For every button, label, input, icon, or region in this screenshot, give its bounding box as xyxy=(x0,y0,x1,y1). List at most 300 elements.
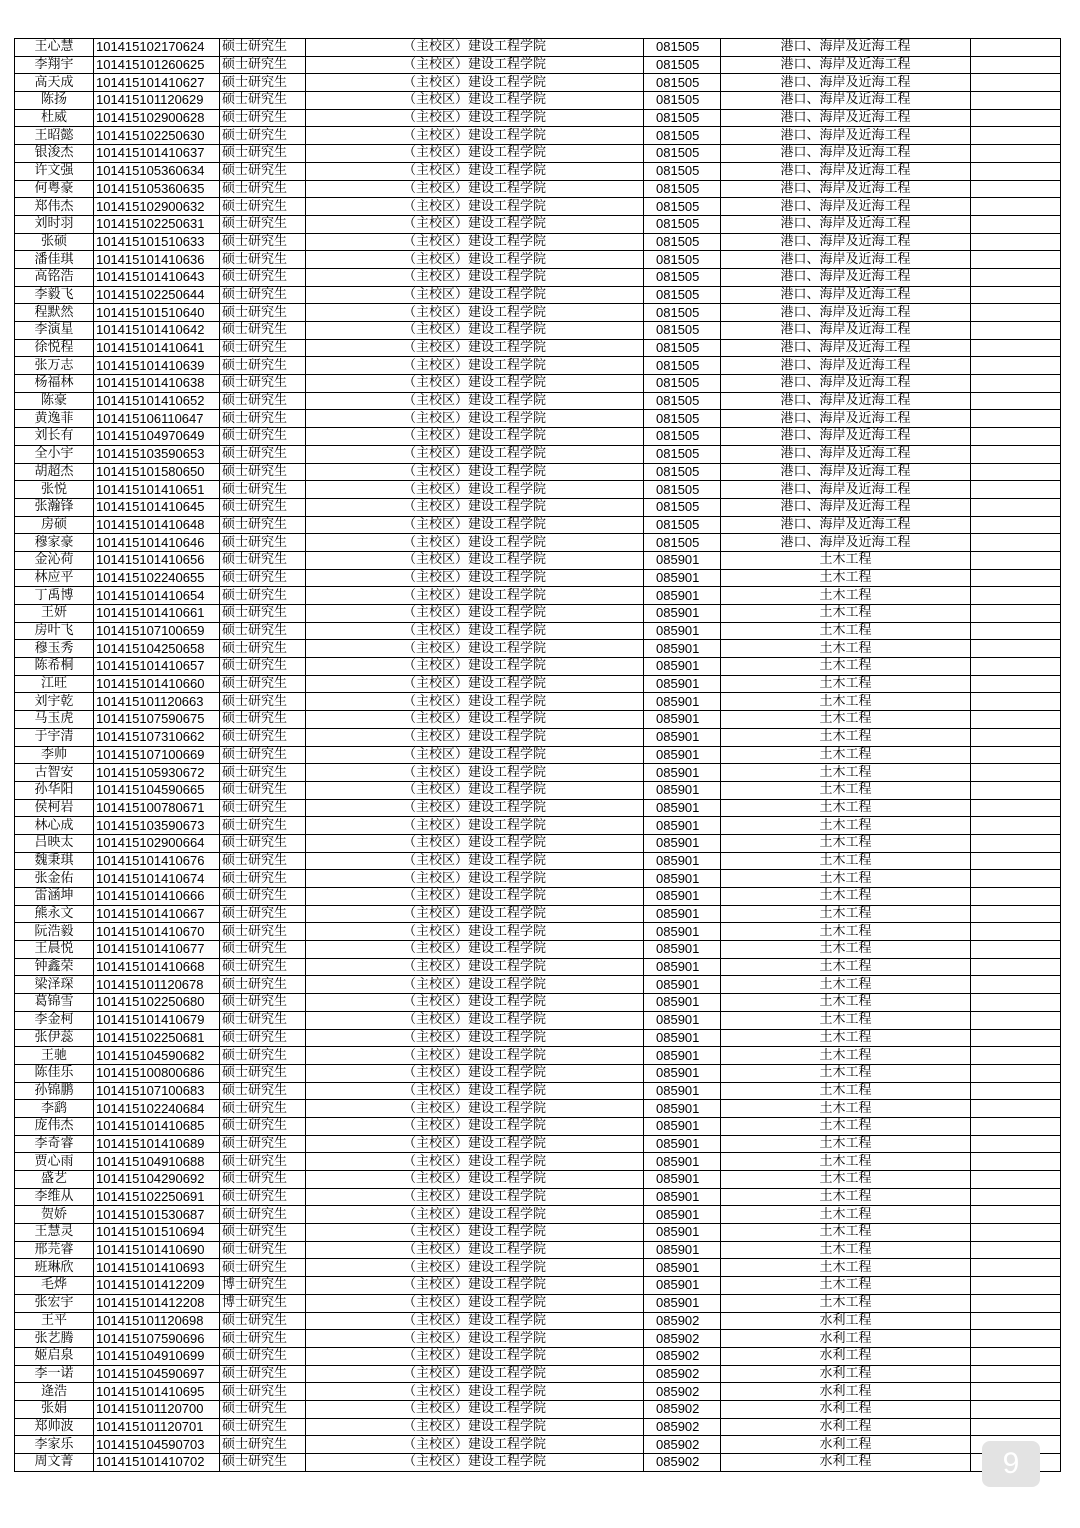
degree-type-cell: 硕士研究生 xyxy=(220,1365,306,1383)
table-row xyxy=(15,675,1061,693)
exam-number-cell: 101415101410646 xyxy=(94,534,220,552)
degree-type-cell: 硕士研究生 xyxy=(220,693,306,711)
college-cell: （主校区）建设工程学院 xyxy=(306,1153,644,1171)
degree-type-cell: 硕士研究生 xyxy=(220,1418,306,1436)
remark-cell xyxy=(971,1365,1061,1383)
major-name-cell: 港口、海岸及近海工程 xyxy=(721,463,971,481)
major-name-cell: 土木工程 xyxy=(721,1171,971,1189)
degree-type-cell: 硕士研究生 xyxy=(220,56,306,74)
table-row xyxy=(15,498,1061,516)
exam-number-cell: 101415102250631 xyxy=(94,215,220,233)
major-code-cell: 081505 xyxy=(644,339,721,357)
college-cell: （主校区）建设工程学院 xyxy=(306,640,644,658)
major-name-cell: 土木工程 xyxy=(721,1029,971,1047)
major-name-cell: 土木工程 xyxy=(721,658,971,676)
major-code-cell: 085901 xyxy=(644,1241,721,1259)
degree-type-cell: 硕士研究生 xyxy=(220,1117,306,1135)
table-row xyxy=(15,1047,1061,1065)
table-row xyxy=(15,852,1061,870)
remark-cell xyxy=(971,180,1061,198)
degree-type-cell: 硕士研究生 xyxy=(220,1454,306,1472)
major-code-cell: 085902 xyxy=(644,1418,721,1436)
student-name-cell: 胡超杰 xyxy=(15,463,94,481)
table-row xyxy=(15,1436,1061,1454)
college-cell: （主校区）建设工程学院 xyxy=(306,941,644,959)
table-row xyxy=(15,1383,1061,1401)
major-name-cell: 水利工程 xyxy=(721,1330,971,1348)
college-cell: （主校区）建设工程学院 xyxy=(306,162,644,180)
major-code-cell: 085901 xyxy=(644,1188,721,1206)
college-cell: （主校区）建设工程学院 xyxy=(306,1400,644,1418)
table-row xyxy=(15,463,1061,481)
exam-number-cell: 101415101410660 xyxy=(94,675,220,693)
table-row xyxy=(15,888,1061,906)
exam-number-cell: 101415102250644 xyxy=(94,286,220,304)
exam-number-cell: 101415101412209 xyxy=(94,1277,220,1295)
degree-type-cell: 硕士研究生 xyxy=(220,1436,306,1454)
remark-cell xyxy=(971,870,1061,888)
exam-number-cell: 101415101410690 xyxy=(94,1241,220,1259)
exam-number-cell: 101415101410666 xyxy=(94,888,220,906)
major-name-cell: 土木工程 xyxy=(721,693,971,711)
student-name-cell: 梁泽琛 xyxy=(15,976,94,994)
remark-cell xyxy=(971,658,1061,676)
college-cell: （主校区）建设工程学院 xyxy=(306,994,644,1012)
student-name-cell: 孙华阳 xyxy=(15,781,94,799)
major-code-cell: 081505 xyxy=(644,251,721,269)
remark-cell xyxy=(971,711,1061,729)
major-name-cell: 水利工程 xyxy=(721,1418,971,1436)
major-code-cell: 085901 xyxy=(644,870,721,888)
student-name-cell: 杨福林 xyxy=(15,375,94,393)
remark-cell xyxy=(971,1312,1061,1330)
table-row xyxy=(15,1224,1061,1242)
degree-type-cell: 硕士研究生 xyxy=(220,728,306,746)
student-name-cell: 葛锦雪 xyxy=(15,994,94,1012)
remark-cell xyxy=(971,1400,1061,1418)
major-code-cell: 085902 xyxy=(644,1312,721,1330)
table-row xyxy=(15,1029,1061,1047)
student-name-cell: 王驰 xyxy=(15,1047,94,1065)
major-name-cell: 港口、海岸及近海工程 xyxy=(721,127,971,145)
major-name-cell: 水利工程 xyxy=(721,1365,971,1383)
degree-type-cell: 博士研究生 xyxy=(220,1277,306,1295)
major-name-cell: 港口、海岸及近海工程 xyxy=(721,109,971,127)
table-row xyxy=(15,322,1061,340)
college-cell: （主校区）建设工程学院 xyxy=(306,1418,644,1436)
table-row xyxy=(15,357,1061,375)
student-name-cell: 张娟 xyxy=(15,1400,94,1418)
major-code-cell: 085901 xyxy=(644,711,721,729)
college-cell: （主校区）建设工程学院 xyxy=(306,1047,644,1065)
student-name-cell: 陈佳乐 xyxy=(15,1064,94,1082)
student-name-cell: 张瀚锋 xyxy=(15,498,94,516)
major-name-cell: 土木工程 xyxy=(721,888,971,906)
exam-number-cell: 101415101410637 xyxy=(94,145,220,163)
major-name-cell: 水利工程 xyxy=(721,1312,971,1330)
major-name-cell: 港口、海岸及近海工程 xyxy=(721,286,971,304)
college-cell: （主校区）建设工程学院 xyxy=(306,92,644,110)
college-cell: （主校区）建设工程学院 xyxy=(306,516,644,534)
student-name-cell: 周文菁 xyxy=(15,1454,94,1472)
page-number-badge: 9 xyxy=(982,1441,1040,1487)
table-row xyxy=(15,1365,1061,1383)
exam-number-cell: 101415101410648 xyxy=(94,516,220,534)
degree-type-cell: 硕士研究生 xyxy=(220,127,306,145)
college-cell: （主校区）建设工程学院 xyxy=(306,481,644,499)
table-row xyxy=(15,74,1061,92)
major-code-cell: 085901 xyxy=(644,941,721,959)
degree-type-cell: 硕士研究生 xyxy=(220,1047,306,1065)
major-code-cell: 081505 xyxy=(644,304,721,322)
remark-cell xyxy=(971,215,1061,233)
remark-cell xyxy=(971,1259,1061,1277)
table-body xyxy=(15,39,1061,1472)
student-name-cell: 逄浩 xyxy=(15,1383,94,1401)
student-name-cell: 雷涵坤 xyxy=(15,888,94,906)
degree-type-cell: 硕士研究生 xyxy=(220,339,306,357)
major-code-cell: 081505 xyxy=(644,145,721,163)
college-cell: （主校区）建设工程学院 xyxy=(306,1100,644,1118)
exam-number-cell: 101415107310662 xyxy=(94,728,220,746)
degree-type-cell: 硕士研究生 xyxy=(220,39,306,57)
major-name-cell: 土木工程 xyxy=(721,799,971,817)
student-name-cell: 刘时羽 xyxy=(15,215,94,233)
student-name-cell: 张宏宇 xyxy=(15,1294,94,1312)
college-cell: （主校区）建设工程学院 xyxy=(306,215,644,233)
degree-type-cell: 硕士研究生 xyxy=(220,551,306,569)
student-name-cell: 姬启泉 xyxy=(15,1347,94,1365)
major-name-cell: 水利工程 xyxy=(721,1454,971,1472)
remark-cell xyxy=(971,1188,1061,1206)
table-row xyxy=(15,1454,1061,1472)
exam-number-cell: 101415102250630 xyxy=(94,127,220,145)
table-row xyxy=(15,958,1061,976)
major-name-cell: 土木工程 xyxy=(721,852,971,870)
college-cell: （主校区）建设工程学院 xyxy=(306,1365,644,1383)
student-name-cell: 钟鑫荣 xyxy=(15,958,94,976)
major-code-cell: 085902 xyxy=(644,1436,721,1454)
exam-number-cell: 101415102240655 xyxy=(94,569,220,587)
major-name-cell: 土木工程 xyxy=(721,923,971,941)
remark-cell xyxy=(971,1011,1061,1029)
exam-number-cell: 101415106110647 xyxy=(94,410,220,428)
student-name-cell: 房叶飞 xyxy=(15,622,94,640)
remark-cell xyxy=(971,1224,1061,1242)
major-code-cell: 081505 xyxy=(644,198,721,216)
student-name-cell: 李维从 xyxy=(15,1188,94,1206)
major-name-cell: 土木工程 xyxy=(721,976,971,994)
major-name-cell: 港口、海岸及近海工程 xyxy=(721,268,971,286)
exam-number-cell: 101415107590696 xyxy=(94,1330,220,1348)
major-name-cell: 港口、海岸及近海工程 xyxy=(721,392,971,410)
student-name-cell: 潘佳琪 xyxy=(15,251,94,269)
major-name-cell: 土木工程 xyxy=(721,817,971,835)
student-name-cell: 邢芫睿 xyxy=(15,1241,94,1259)
degree-type-cell: 硕士研究生 xyxy=(220,658,306,676)
table-row xyxy=(15,799,1061,817)
exam-number-cell: 101415105360634 xyxy=(94,162,220,180)
degree-type-cell: 硕士研究生 xyxy=(220,251,306,269)
student-name-cell: 孙锦鹏 xyxy=(15,1082,94,1100)
major-code-cell: 081505 xyxy=(644,392,721,410)
exam-number-cell: 101415101120663 xyxy=(94,693,220,711)
major-name-cell: 土木工程 xyxy=(721,711,971,729)
degree-type-cell: 硕士研究生 xyxy=(220,215,306,233)
student-name-cell: 刘长有 xyxy=(15,428,94,446)
table-row xyxy=(15,534,1061,552)
exam-number-cell: 101415101410645 xyxy=(94,498,220,516)
college-cell: （主校区）建设工程学院 xyxy=(306,286,644,304)
student-name-cell: 王昭懿 xyxy=(15,127,94,145)
degree-type-cell: 硕士研究生 xyxy=(220,357,306,375)
major-name-cell: 土木工程 xyxy=(721,941,971,959)
remark-cell xyxy=(971,551,1061,569)
admission-list-table xyxy=(14,38,1061,1472)
major-code-cell: 085901 xyxy=(644,923,721,941)
table-row xyxy=(15,1259,1061,1277)
remark-cell xyxy=(971,74,1061,92)
major-name-cell: 港口、海岸及近海工程 xyxy=(721,516,971,534)
degree-type-cell: 硕士研究生 xyxy=(220,746,306,764)
exam-number-cell: 101415101580650 xyxy=(94,463,220,481)
remark-cell xyxy=(971,923,1061,941)
table-row xyxy=(15,1082,1061,1100)
major-code-cell: 081505 xyxy=(644,463,721,481)
table-row xyxy=(15,268,1061,286)
exam-number-cell: 101415107100669 xyxy=(94,746,220,764)
exam-number-cell: 101415100780671 xyxy=(94,799,220,817)
exam-number-cell: 101415101410639 xyxy=(94,357,220,375)
exam-number-cell: 101415101410670 xyxy=(94,923,220,941)
exam-number-cell: 101415104590703 xyxy=(94,1436,220,1454)
student-name-cell: 张艺腾 xyxy=(15,1330,94,1348)
degree-type-cell: 硕士研究生 xyxy=(220,162,306,180)
remark-cell xyxy=(971,286,1061,304)
student-name-cell: 古智安 xyxy=(15,764,94,782)
college-cell: （主校区）建设工程学院 xyxy=(306,339,644,357)
table-row xyxy=(15,941,1061,959)
major-name-cell: 土木工程 xyxy=(721,587,971,605)
table-row xyxy=(15,410,1061,428)
exam-number-cell: 101415101410668 xyxy=(94,958,220,976)
exam-number-cell: 101415100800686 xyxy=(94,1064,220,1082)
degree-type-cell: 硕士研究生 xyxy=(220,781,306,799)
table-row xyxy=(15,1188,1061,1206)
college-cell: （主校区）建设工程学院 xyxy=(306,145,644,163)
table-row xyxy=(15,711,1061,729)
major-code-cell: 085901 xyxy=(644,1117,721,1135)
degree-type-cell: 硕士研究生 xyxy=(220,1224,306,1242)
table-row xyxy=(15,286,1061,304)
degree-type-cell: 硕士研究生 xyxy=(220,817,306,835)
major-code-cell: 085901 xyxy=(644,1029,721,1047)
remark-cell xyxy=(971,834,1061,852)
major-name-cell: 港口、海岸及近海工程 xyxy=(721,428,971,446)
table-row xyxy=(15,516,1061,534)
table-row xyxy=(15,215,1061,233)
table-row xyxy=(15,817,1061,835)
exam-number-cell: 101415104590682 xyxy=(94,1047,220,1065)
major-code-cell: 081505 xyxy=(644,56,721,74)
exam-number-cell: 101415104910699 xyxy=(94,1347,220,1365)
table-row xyxy=(15,587,1061,605)
major-code-cell: 085901 xyxy=(644,834,721,852)
exam-number-cell: 101415102900632 xyxy=(94,198,220,216)
exam-number-cell: 101415101410695 xyxy=(94,1383,220,1401)
major-code-cell: 081505 xyxy=(644,445,721,463)
remark-cell xyxy=(971,357,1061,375)
student-name-cell: 王慧灵 xyxy=(15,1224,94,1242)
college-cell: （主校区）建设工程学院 xyxy=(306,764,644,782)
table-row xyxy=(15,622,1061,640)
major-code-cell: 085901 xyxy=(644,1294,721,1312)
remark-cell xyxy=(971,498,1061,516)
major-name-cell: 港口、海岸及近海工程 xyxy=(721,162,971,180)
degree-type-cell: 硕士研究生 xyxy=(220,463,306,481)
major-name-cell: 土木工程 xyxy=(721,1224,971,1242)
major-code-cell: 081505 xyxy=(644,428,721,446)
college-cell: （主校区）建设工程学院 xyxy=(306,534,644,552)
major-name-cell: 港口、海岸及近海工程 xyxy=(721,180,971,198)
exam-number-cell: 101415101412208 xyxy=(94,1294,220,1312)
table-row xyxy=(15,304,1061,322)
exam-number-cell: 101415105360635 xyxy=(94,180,220,198)
major-code-cell: 081505 xyxy=(644,410,721,428)
remark-cell xyxy=(971,463,1061,481)
table-row xyxy=(15,375,1061,393)
remark-cell xyxy=(971,852,1061,870)
college-cell: （主校区）建设工程学院 xyxy=(306,569,644,587)
remark-cell xyxy=(971,675,1061,693)
major-code-cell: 081505 xyxy=(644,180,721,198)
major-name-cell: 土木工程 xyxy=(721,1277,971,1295)
student-name-cell: 张金佑 xyxy=(15,870,94,888)
major-name-cell: 港口、海岸及近海工程 xyxy=(721,198,971,216)
major-name-cell: 土木工程 xyxy=(721,1135,971,1153)
degree-type-cell: 硕士研究生 xyxy=(220,322,306,340)
degree-type-cell: 硕士研究生 xyxy=(220,1259,306,1277)
exam-number-cell: 101415107100683 xyxy=(94,1082,220,1100)
student-name-cell: 庞伟杰 xyxy=(15,1117,94,1135)
exam-number-cell: 101415101120700 xyxy=(94,1400,220,1418)
remark-cell xyxy=(971,622,1061,640)
exam-number-cell: 101415102250680 xyxy=(94,994,220,1012)
exam-number-cell: 101415101410651 xyxy=(94,481,220,499)
remark-cell xyxy=(971,1047,1061,1065)
major-name-cell: 港口、海岸及近海工程 xyxy=(721,145,971,163)
exam-number-cell: 101415102250681 xyxy=(94,1029,220,1047)
exam-number-cell: 101415104910688 xyxy=(94,1153,220,1171)
exam-number-cell: 101415101410652 xyxy=(94,392,220,410)
degree-type-cell: 硕士研究生 xyxy=(220,675,306,693)
college-cell: （主校区）建设工程学院 xyxy=(306,817,644,835)
student-name-cell: 李金柯 xyxy=(15,1011,94,1029)
major-code-cell: 085901 xyxy=(644,1100,721,1118)
student-name-cell: 李毅飞 xyxy=(15,286,94,304)
student-name-cell: 贺娇 xyxy=(15,1206,94,1224)
student-name-cell: 杜威 xyxy=(15,109,94,127)
degree-type-cell: 硕士研究生 xyxy=(220,1400,306,1418)
major-code-cell: 085901 xyxy=(644,1064,721,1082)
table-row xyxy=(15,923,1061,941)
student-name-cell: 郑帅波 xyxy=(15,1418,94,1436)
major-name-cell: 水利工程 xyxy=(721,1347,971,1365)
table-row xyxy=(15,428,1061,446)
exam-number-cell: 101415101510694 xyxy=(94,1224,220,1242)
remark-cell xyxy=(971,587,1061,605)
exam-number-cell: 101415103590653 xyxy=(94,445,220,463)
major-code-cell: 081505 xyxy=(644,375,721,393)
student-name-cell: 刘宇乾 xyxy=(15,693,94,711)
degree-type-cell: 硕士研究生 xyxy=(220,375,306,393)
major-code-cell: 081505 xyxy=(644,534,721,552)
college-cell: （主校区）建设工程学院 xyxy=(306,1135,644,1153)
college-cell: （主校区）建设工程学院 xyxy=(306,622,644,640)
major-code-cell: 085901 xyxy=(644,640,721,658)
remark-cell xyxy=(971,268,1061,286)
major-name-cell: 土木工程 xyxy=(721,1082,971,1100)
degree-type-cell: 硕士研究生 xyxy=(220,1153,306,1171)
major-code-cell: 085901 xyxy=(644,1011,721,1029)
college-cell: （主校区）建设工程学院 xyxy=(306,1224,644,1242)
college-cell: （主校区）建设工程学院 xyxy=(306,198,644,216)
degree-type-cell: 硕士研究生 xyxy=(220,1064,306,1082)
remark-cell xyxy=(971,109,1061,127)
degree-type-cell: 硕士研究生 xyxy=(220,799,306,817)
major-code-cell: 085901 xyxy=(644,746,721,764)
degree-type-cell: 硕士研究生 xyxy=(220,622,306,640)
degree-type-cell: 硕士研究生 xyxy=(220,1135,306,1153)
student-name-cell: 于宇清 xyxy=(15,728,94,746)
college-cell: （主校区）建设工程学院 xyxy=(306,746,644,764)
remark-cell xyxy=(971,728,1061,746)
college-cell: （主校区）建设工程学院 xyxy=(306,1206,644,1224)
table-row xyxy=(15,1171,1061,1189)
major-name-cell: 港口、海岸及近海工程 xyxy=(721,304,971,322)
major-code-cell: 085902 xyxy=(644,1400,721,1418)
college-cell: （主校区）建设工程学院 xyxy=(306,1259,644,1277)
remark-cell xyxy=(971,764,1061,782)
student-name-cell: 王晨悦 xyxy=(15,941,94,959)
major-name-cell: 港口、海岸及近海工程 xyxy=(721,74,971,92)
exam-number-cell: 101415102250691 xyxy=(94,1188,220,1206)
college-cell: （主校区）建设工程学院 xyxy=(306,551,644,569)
major-code-cell: 085901 xyxy=(644,1171,721,1189)
remark-cell xyxy=(971,428,1061,446)
table-row xyxy=(15,233,1061,251)
degree-type-cell: 硕士研究生 xyxy=(220,410,306,428)
table-row xyxy=(15,1206,1061,1224)
student-name-cell: 张悦 xyxy=(15,481,94,499)
remark-cell xyxy=(971,198,1061,216)
major-code-cell: 081505 xyxy=(644,498,721,516)
degree-type-cell: 硕士研究生 xyxy=(220,569,306,587)
remark-cell xyxy=(971,888,1061,906)
major-name-cell: 土木工程 xyxy=(721,1117,971,1135)
college-cell: （主校区）建设工程学院 xyxy=(306,675,644,693)
major-code-cell: 085901 xyxy=(644,1153,721,1171)
remark-cell xyxy=(971,1347,1061,1365)
remark-cell xyxy=(971,1117,1061,1135)
major-code-cell: 085901 xyxy=(644,622,721,640)
degree-type-cell: 硕士研究生 xyxy=(220,180,306,198)
degree-type-cell: 硕士研究生 xyxy=(220,392,306,410)
college-cell: （主校区）建设工程学院 xyxy=(306,1454,644,1472)
college-cell: （主校区）建设工程学院 xyxy=(306,1011,644,1029)
college-cell: （主校区）建设工程学院 xyxy=(306,56,644,74)
remark-cell xyxy=(971,145,1061,163)
